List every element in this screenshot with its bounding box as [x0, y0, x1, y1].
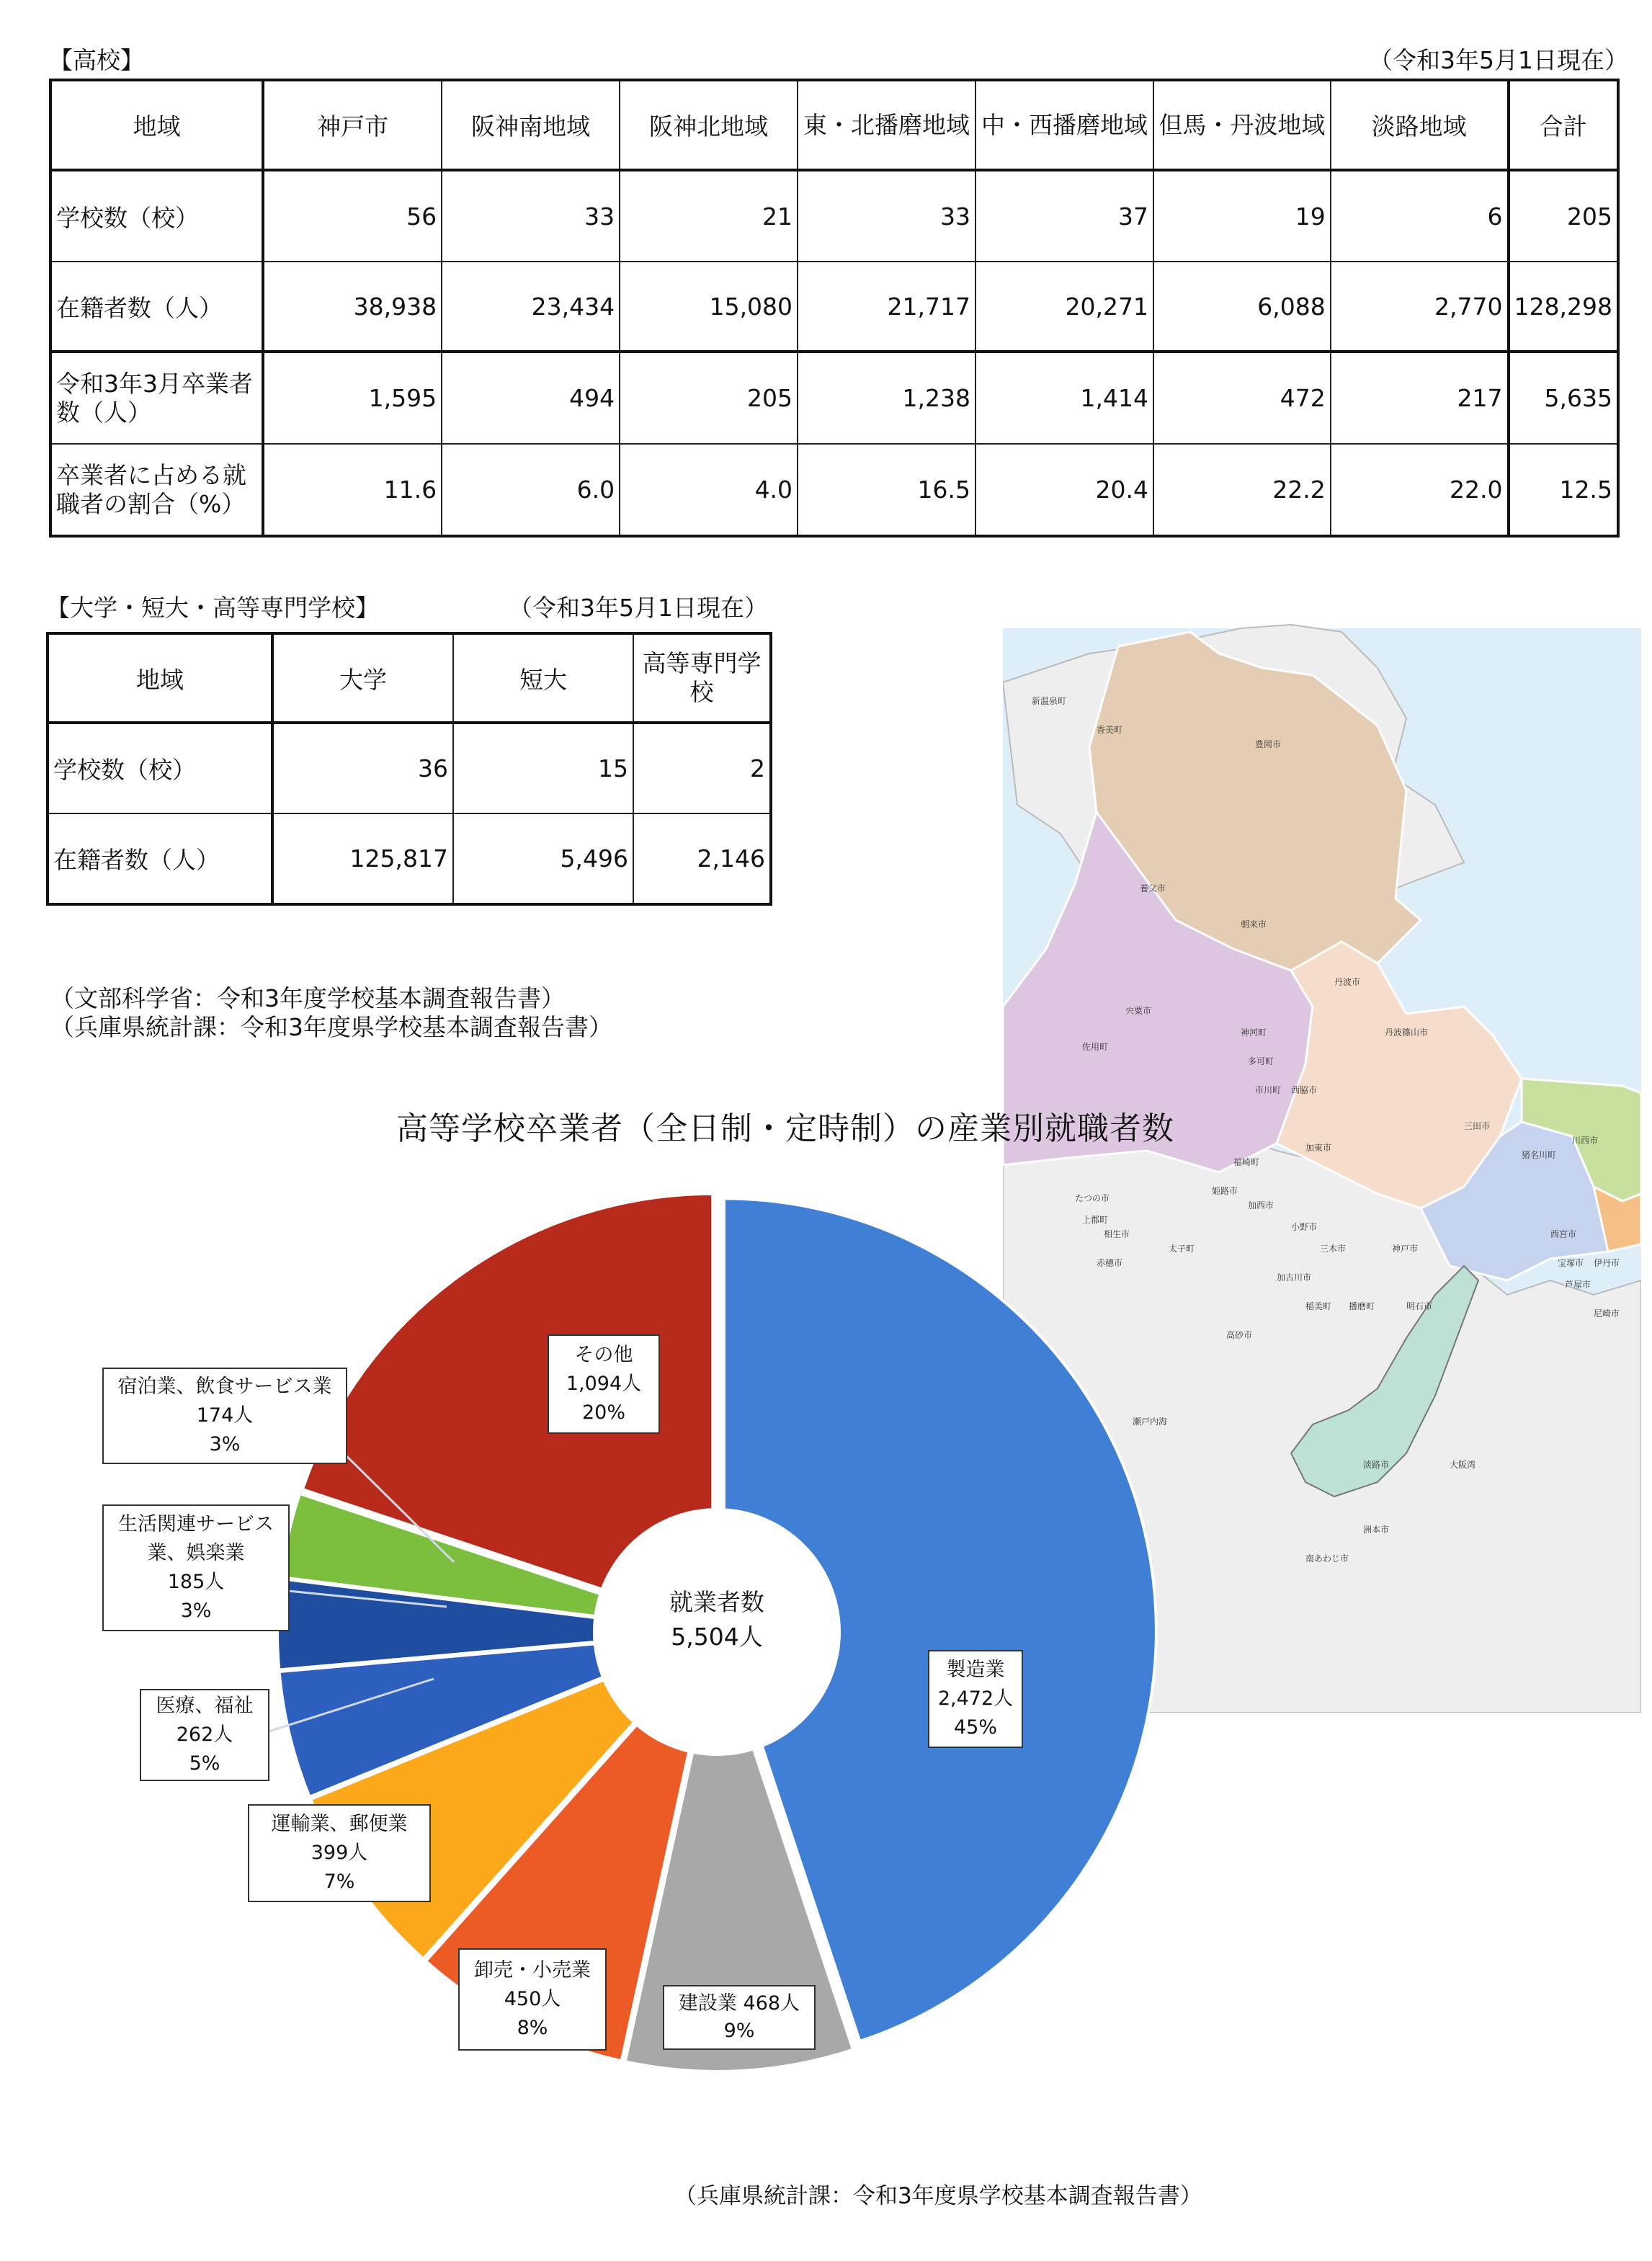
row-label: 卒業者に占める就職者の割合（%）: [50, 444, 263, 536]
table-cell: 38,938: [263, 262, 442, 352]
slice-name: 運輸業、郵便業: [271, 1813, 408, 1835]
map-place-label: 西脇市: [1291, 1085, 1318, 1095]
slice-count: 174人: [196, 1404, 254, 1427]
row-label: 在籍者数（人）: [48, 813, 272, 904]
map-place-label: 大阪湾: [1450, 1460, 1476, 1470]
header-cell: 短大: [453, 633, 633, 723]
callout-transport: [248, 1804, 431, 1902]
header-cell: 大学: [272, 633, 453, 723]
callout-manufacturing: [928, 1650, 1023, 1748]
slice-name: 医療、福祉: [156, 1695, 254, 1717]
map-place-label: 太子町: [1169, 1244, 1195, 1254]
map-place-label: 加古川市: [1277, 1272, 1312, 1283]
table-cell: 2,770: [1331, 262, 1509, 352]
map-place-label: 香美町: [1097, 725, 1123, 735]
table-cell: 128,298: [1509, 262, 1618, 352]
slice-percent: 9%: [723, 2020, 755, 2042]
map-place-label: 明石市: [1406, 1301, 1433, 1311]
map-place-label: 加東市: [1305, 1143, 1332, 1153]
source-note-2: （兵庫県統計課：令和3年度県学校基本調査報告書）: [50, 1013, 612, 1041]
map-place-label: 尼崎市: [1594, 1308, 1620, 1319]
slice-name: 建設業: [678, 1992, 737, 2015]
table-cell: 23,434: [442, 262, 620, 352]
university-as-of: （令和3年5月1日現在）: [509, 594, 768, 622]
header-cell: 阪神南地域: [442, 80, 620, 170]
table-cell: 21,717: [798, 262, 975, 352]
map-place-label: 南あわじ市: [1305, 1553, 1349, 1564]
table-cell: 19: [1153, 170, 1331, 262]
slice-count: 262人: [176, 1723, 233, 1746]
map-place-label: たつの市: [1075, 1193, 1110, 1203]
map-place-label: 洲本市: [1363, 1525, 1390, 1535]
center-label: 就業者数: [669, 1588, 764, 1616]
table-cell: 20,271: [975, 262, 1153, 352]
map-place-label: 養父市: [1140, 883, 1166, 893]
slice-count: 1,094人: [566, 1373, 642, 1395]
chart-title: 高等学校卒業者（全日制・定時制）の産業別就職者数: [396, 1110, 1174, 1147]
slice-name: 宿泊業、飲食サービス業: [117, 1375, 332, 1398]
header-cell: 合計: [1509, 80, 1618, 170]
slice-name: 製造業: [946, 1659, 1005, 1681]
table-cell: 20.4: [975, 444, 1153, 536]
header-cell: 中・西播磨地域: [975, 80, 1153, 170]
table-cell: 2: [633, 723, 771, 813]
map-place-label: 淡路市: [1363, 1460, 1390, 1470]
table-cell: 21: [620, 170, 798, 262]
map-place-label: 丹波市: [1334, 977, 1361, 987]
slice-count: 399人: [311, 1842, 368, 1864]
slice-percent: 8%: [517, 2017, 548, 2039]
table-cell: 15,080: [620, 262, 798, 352]
table-cell: 11.6: [263, 444, 442, 536]
bottom-source-note: （兵庫県統計課：令和3年度県学校基本調査報告書）: [674, 2183, 1202, 2209]
map-place-label: 稲美町: [1305, 1301, 1332, 1311]
map-place-label: 芦屋市: [1565, 1280, 1591, 1290]
header-cell: 地域: [50, 80, 263, 170]
slice-name: 生活関連サービス業、娯楽業: [118, 1513, 274, 1564]
map-place-label: 新温泉町: [1032, 696, 1067, 706]
high-school-as-of: （令和3年5月1日現在）: [1369, 46, 1628, 74]
map-place-label: 佐用町: [1082, 1042, 1109, 1052]
table-cell: 205: [620, 352, 798, 444]
map-place-label: 神戸市: [1392, 1244, 1419, 1254]
callout-medical: [140, 1689, 269, 1781]
table-cell: 1,414: [975, 352, 1153, 444]
table-cell: 5,496: [453, 813, 633, 904]
table-cell: 6,088: [1153, 262, 1331, 352]
map-place-label: 福崎町: [1233, 1157, 1260, 1167]
map-place-label: 丹波篠山市: [1385, 1027, 1429, 1038]
header-cell: 地域: [48, 633, 272, 723]
slice-name: 卸売・小売業: [474, 1959, 591, 1981]
table-cell: 33: [442, 170, 620, 262]
row-label: 令和3年3月卒業者数（人）: [50, 352, 263, 444]
slice-percent: 5%: [189, 1752, 220, 1775]
high-school-title: 【高校】: [49, 46, 144, 74]
map-place-label: 上郡町: [1082, 1215, 1109, 1225]
table-cell: 33: [798, 170, 975, 262]
callout-other: [548, 1334, 660, 1434]
slice-percent: 7%: [323, 1870, 355, 1893]
table-cell: 205: [1509, 170, 1618, 262]
header-cell: 神戸市: [263, 80, 442, 170]
map-place-label: 川西市: [1572, 1136, 1599, 1146]
map-place-label: 三木市: [1320, 1244, 1347, 1254]
table-cell: 2,146: [633, 813, 771, 904]
table-cell: 36: [272, 723, 453, 813]
map-place-label: 姫路市: [1212, 1186, 1238, 1196]
slice-count: 468人: [743, 1992, 800, 2015]
table-cell: 37: [975, 170, 1153, 262]
table-cell: 16.5: [798, 444, 975, 536]
map-place-label: 瀬戸内海: [1133, 1417, 1168, 1427]
map-place-label: 加西市: [1248, 1200, 1274, 1210]
table-cell: 5,635: [1509, 352, 1618, 444]
map-place-label: 高砂市: [1226, 1330, 1253, 1340]
table-cell: 12.5: [1509, 444, 1618, 536]
header-cell: 高等専門学校: [633, 633, 771, 723]
map-place-label: 朝来市: [1241, 919, 1267, 929]
slice-count: 450人: [504, 1988, 561, 2010]
callout-lifestyle: [102, 1504, 290, 1631]
map-place-label: 小野市: [1291, 1222, 1318, 1232]
slice-percent: 20%: [581, 1401, 625, 1424]
slice-percent: 3%: [209, 1433, 241, 1455]
slice-percent: 3%: [180, 1600, 212, 1622]
map-place-label: 豊岡市: [1255, 739, 1282, 749]
map-place-label: 多可町: [1248, 1056, 1274, 1066]
map-place-label: 西宮市: [1550, 1229, 1577, 1239]
table-cell: 22.0: [1331, 444, 1509, 536]
map-place-label: 播磨町: [1349, 1301, 1375, 1311]
map-place-label: 宍粟市: [1125, 1006, 1152, 1016]
slice-count: 2,472人: [937, 1687, 1014, 1710]
table-cell: 6.0: [442, 444, 620, 536]
table-cell: 217: [1331, 352, 1509, 444]
header-cell: 東・北播磨地域: [798, 80, 975, 170]
table-cell: 4.0: [620, 444, 798, 536]
table-cell: 472: [1153, 352, 1331, 444]
table-cell: 1,595: [263, 352, 442, 444]
map-place-label: 猪名川町: [1522, 1150, 1557, 1160]
map-place-label: 相生市: [1104, 1229, 1130, 1239]
slice-name: その他: [574, 1344, 633, 1366]
table-cell: 22.2: [1153, 444, 1331, 536]
header-cell: 淡路地域: [1331, 80, 1509, 170]
map-place-label: 三田市: [1464, 1121, 1491, 1131]
table-cell: 1,238: [798, 352, 975, 444]
source-note-1: （文部科学省：令和3年度学校基本調査報告書）: [50, 984, 565, 1012]
row-label: 学校数（校）: [48, 723, 272, 813]
center-value: 5,504人: [671, 1623, 763, 1651]
row-label: 学校数（校）: [50, 170, 263, 262]
slice-count: 185人: [167, 1571, 225, 1593]
university-title: 【大学・短大・高等専門学校】: [46, 594, 379, 622]
slice-percent: 45%: [953, 1716, 997, 1739]
table-cell: 56: [263, 170, 442, 262]
slice-name-count: [664, 1990, 814, 2017]
header-cell: 阪神北地域: [620, 80, 798, 170]
map-place-label: 宝塚市: [1558, 1258, 1584, 1268]
map-place-label: 赤穂市: [1097, 1258, 1123, 1268]
callout-hospitality: [102, 1368, 347, 1464]
table-cell: 15: [453, 723, 633, 813]
table-cell: 125,817: [272, 813, 453, 904]
row-label: 在籍者数（人）: [50, 262, 263, 352]
map-place-label: 伊丹市: [1594, 1258, 1620, 1268]
table-cell: 494: [442, 352, 620, 444]
table-cell: 6: [1331, 170, 1509, 262]
map-place-label: 神河町: [1241, 1027, 1267, 1038]
map-place-label: 市川町: [1255, 1085, 1282, 1095]
callout-construction: [663, 1985, 816, 2050]
header-cell: 但馬・丹波地域: [1153, 80, 1331, 170]
callout-retail: [458, 1948, 607, 2051]
center-label-block: [645, 1585, 789, 1654]
